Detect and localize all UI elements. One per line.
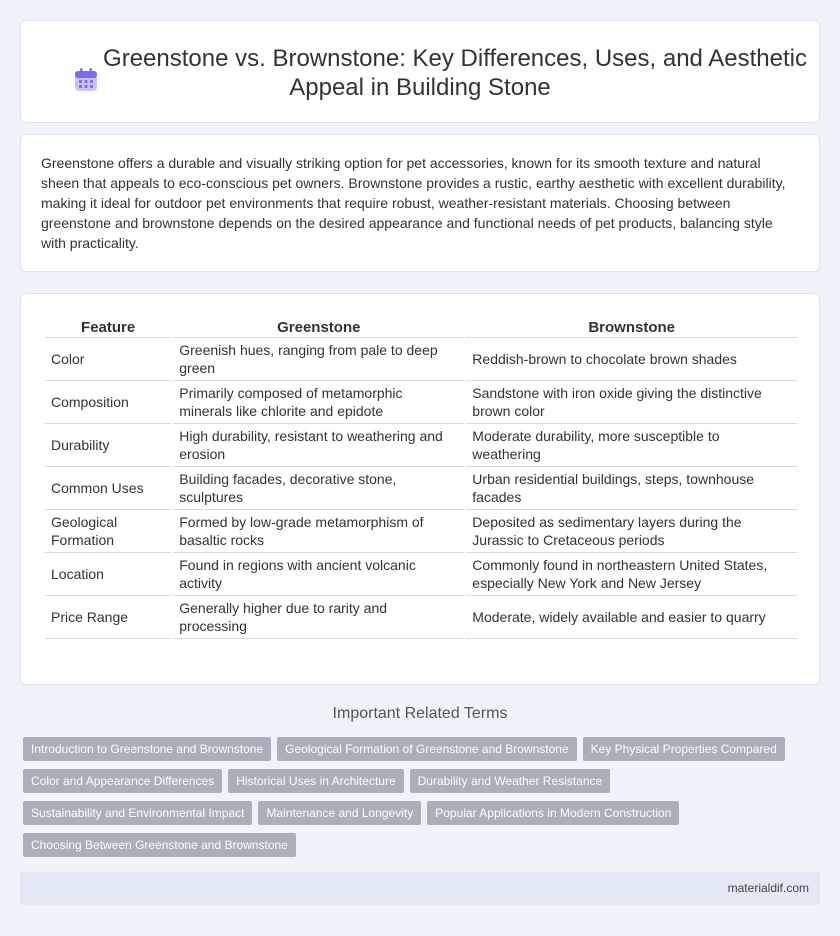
intro-card [20,134,820,272]
related-term-tag[interactable]: Sustainability and Environmental Impact [23,801,252,825]
brownstone-cell: Moderate durability, more susceptible to weathering [466,424,797,467]
feature-cell: Durability [45,424,171,467]
title-card [20,20,820,123]
greenstone-cell: Primarily composed of metamorphic minerals like chlorite and epidote [173,381,464,424]
brownstone-cell: Sandstone with iron oxide giving the distinctive brown color [466,381,797,424]
related-term-tag[interactable]: Popular Applications in Modern Construction [427,801,679,825]
greenstone-cell: Formed by low-grade metamorphism of basaltic rocks [173,510,464,553]
feature-cell: Price Range [45,596,171,639]
intro-paragraph: Greenstone offers a durable and visually striking option for pet accessories, known for its smooth texture and natural sheen that appeals to eco-conscious pet owners. Brownstone provides a rustic, earthy aesthetic with excellent durability, making it ideal for outdoor pet environments that require robust, weather-resistant materials. Choosing between greenstone and brownstone depends on the desired appearance and functional needs of pet products, balancing style with practicality. [41,155,786,251]
header-brownstone: Brownstone [466,315,797,338]
comparison-table [43,315,799,639]
footer-site-link[interactable]: materialdif.com [727,881,809,895]
greenstone-cell: Found in regions with ancient volcanic activity [173,553,464,596]
greenstone-cell: Greenish hues, ranging from pale to deep green [173,338,464,381]
feature-cell: Common Uses [45,467,171,510]
related-term-tag[interactable]: Historical Uses in Architecture [228,769,403,793]
related-term-tag[interactable]: Durability and Weather Resistance [410,769,611,793]
brownstone-cell: Urban residential buildings, steps, townhouse facades [466,467,797,510]
page-title: Greenstone vs. Brownstone: Key Differences, Uses, and Aesthetic Appeal in Building Stone [103,45,807,101]
brownstone-cell: Moderate, widely available and easier to quarry [466,596,797,639]
table-header-row [45,315,797,338]
related-term-tag[interactable]: Key Physical Properties Compared [583,737,785,761]
table-row [45,467,797,510]
table-row [45,596,797,639]
feature-cell: Location [45,553,171,596]
related-terms-list [23,737,813,857]
greenstone-cell: Generally higher due to rarity and processing [173,596,464,639]
related-term-tag[interactable]: Introduction to Greenstone and Brownstone [23,737,271,761]
related-term-tag[interactable]: Choosing Between Greenstone and Brownstone [23,833,296,857]
related-term-tag[interactable]: Maintenance and Longevity [258,801,421,825]
table-row [45,424,797,467]
brownstone-cell: Reddish-brown to chocolate brown shades [466,338,797,381]
related-terms-title: Important Related Terms [332,705,508,722]
brownstone-cell: Deposited as sedimentary layers during the Jurassic to Cretaceous periods [466,510,797,553]
table-row [45,510,797,553]
table-row [45,553,797,596]
greenstone-cell: High durability, resistant to weathering and erosion [173,424,464,467]
header-greenstone: Greenstone [173,315,464,338]
footer [20,872,820,905]
header-feature: Feature [45,315,171,338]
related-term-tag[interactable]: Color and Appearance Differences [23,769,222,793]
feature-cell: Composition [45,381,171,424]
table-row [45,381,797,424]
comparison-card [20,293,820,685]
related-term-tag[interactable]: Geological Formation of Greenstone and Brownstone [277,737,577,761]
feature-cell: Geological Formation [45,510,171,553]
feature-cell: Color [45,338,171,381]
table-row [45,338,797,381]
brownstone-cell: Commonly found in northeastern United States, especially New York and New Jersey [466,553,797,596]
greenstone-cell: Building facades, decorative stone, sculptures [173,467,464,510]
